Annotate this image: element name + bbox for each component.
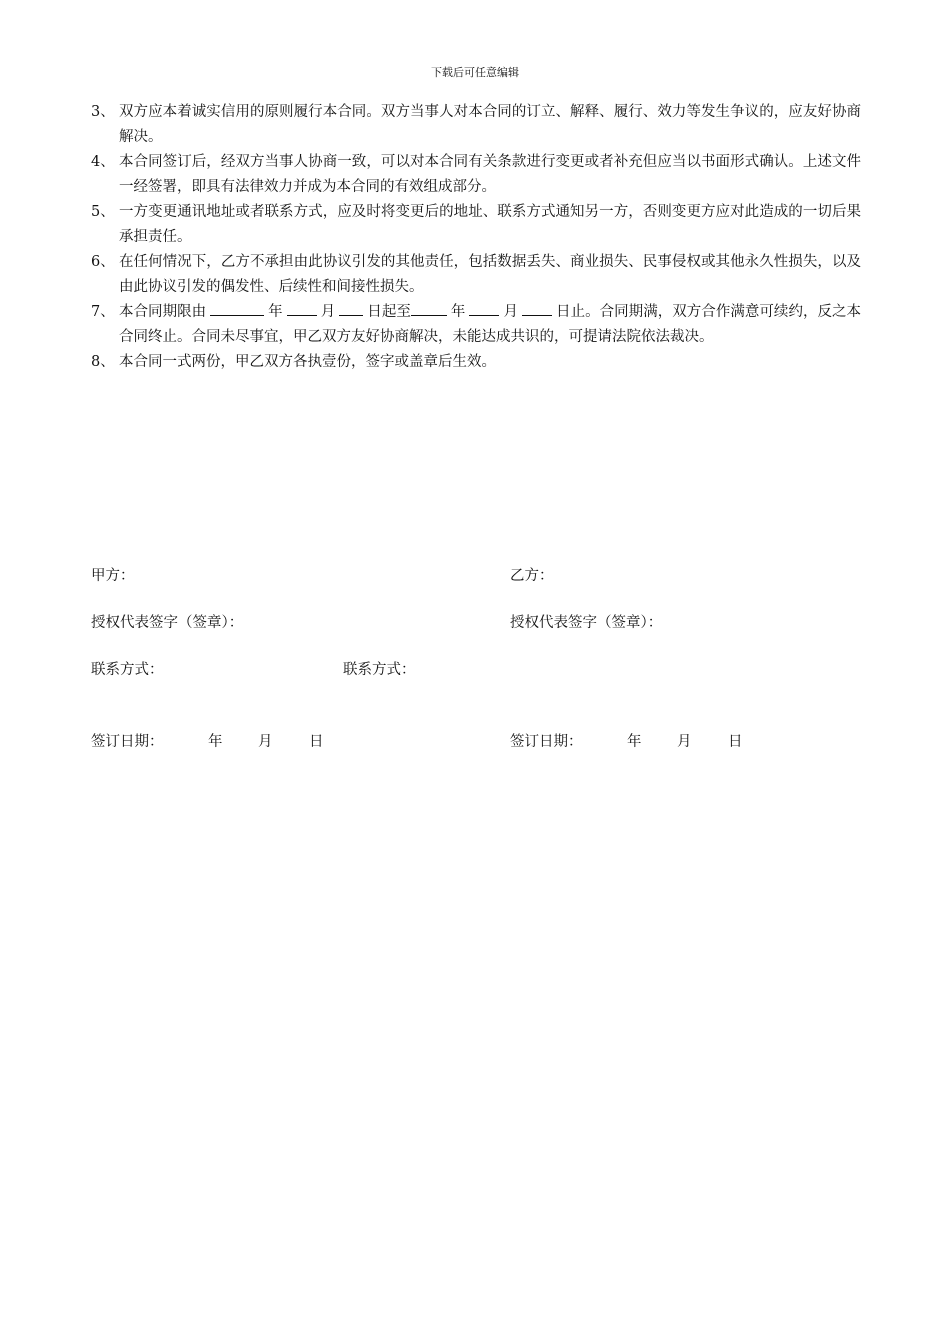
clause-number: 3、	[91, 104, 115, 120]
month-label: 月	[503, 304, 519, 320]
month-label: 月	[258, 734, 273, 750]
month-label: 月	[677, 734, 692, 750]
sign-date-label: 签订日期：	[91, 734, 164, 750]
day-from-label: 日起至	[367, 304, 411, 320]
start-year-blank[interactable]	[210, 301, 264, 316]
sign-date-a	[91, 732, 324, 752]
rep-a-signature-label: 授权代表签字（签章）：	[91, 615, 244, 631]
clause-4	[91, 150, 861, 200]
sign-date-b	[510, 732, 743, 752]
term-end-text: 日止。合同期满，双方合作满意可续约，反之本合同终止。合同未尽事宜，甲乙双方友好协商解决，未能达成共识的，可提请法院依法裁决。	[119, 304, 862, 345]
contract-clauses	[91, 100, 861, 375]
clause-6	[91, 250, 861, 300]
year-label: 年	[208, 734, 223, 750]
clause-7	[91, 300, 861, 350]
contact-b-label: 联系方式：	[343, 662, 416, 678]
year-label: 年	[450, 304, 466, 320]
clause-number: 4、	[91, 154, 115, 170]
month-label: 月	[320, 304, 336, 320]
end-year-blank[interactable]	[411, 301, 447, 316]
sign-date-label: 签订日期：	[510, 734, 583, 750]
day-label: 日	[728, 734, 743, 750]
year-label: 年	[627, 734, 642, 750]
clause-8	[91, 350, 861, 375]
clause-text: 双方应本着诚实信用的原则履行本合同。双方当事人对本合同的订立、解释、履行、效力等发生争议的，应友好协商解决。	[119, 104, 861, 145]
day-label: 日	[309, 734, 324, 750]
start-month-blank[interactable]	[287, 301, 317, 316]
year-label: 年	[268, 304, 283, 320]
contact-a-label: 联系方式：	[91, 662, 164, 678]
clause-text: 本合同签订后，经双方当事人协商一致，可以对本合同有关条款进行变更或者补充但应当以书面形式确认。上述文件一经签署，即具有法律效力并成为本合同的有效组成部分。	[119, 154, 861, 195]
clause-text: 在任何情况下，乙方不承担由此协议引发的其他责任，包括数据丢失、商业损失、民事侵权或其他永久性损失，以及由此协议引发的偶发性、后续性和间接性损失。	[119, 254, 861, 295]
end-day-blank[interactable]	[522, 301, 552, 316]
rep-b-signature-label: 授权代表签字（签章）：	[510, 615, 663, 631]
clause-number: 8、	[91, 354, 115, 370]
clause-text: 一方变更通讯地址或者联系方式，应及时将变更后的地址、联系方式通知另一方，否则变更方应对此造成的一切后果承担责任。	[119, 204, 861, 245]
party-b-label: 乙方：	[510, 568, 554, 584]
term-start-text: 本合同期限由	[119, 304, 207, 320]
clause-5	[91, 200, 861, 250]
clause-3	[91, 100, 861, 150]
end-month-blank[interactable]	[469, 301, 499, 316]
party-a-label: 甲方：	[91, 568, 135, 584]
clause-number: 6、	[91, 254, 115, 270]
clause-number: 7、	[91, 304, 115, 320]
clause-number: 5、	[91, 204, 115, 220]
clause-text: 本合同一式两份，甲乙双方各执壹份，签字或盖章后生效。	[119, 354, 496, 370]
start-day-blank[interactable]	[339, 301, 363, 316]
clause-text	[119, 300, 861, 350]
page-header: 下载后可任意编辑	[431, 66, 519, 79]
